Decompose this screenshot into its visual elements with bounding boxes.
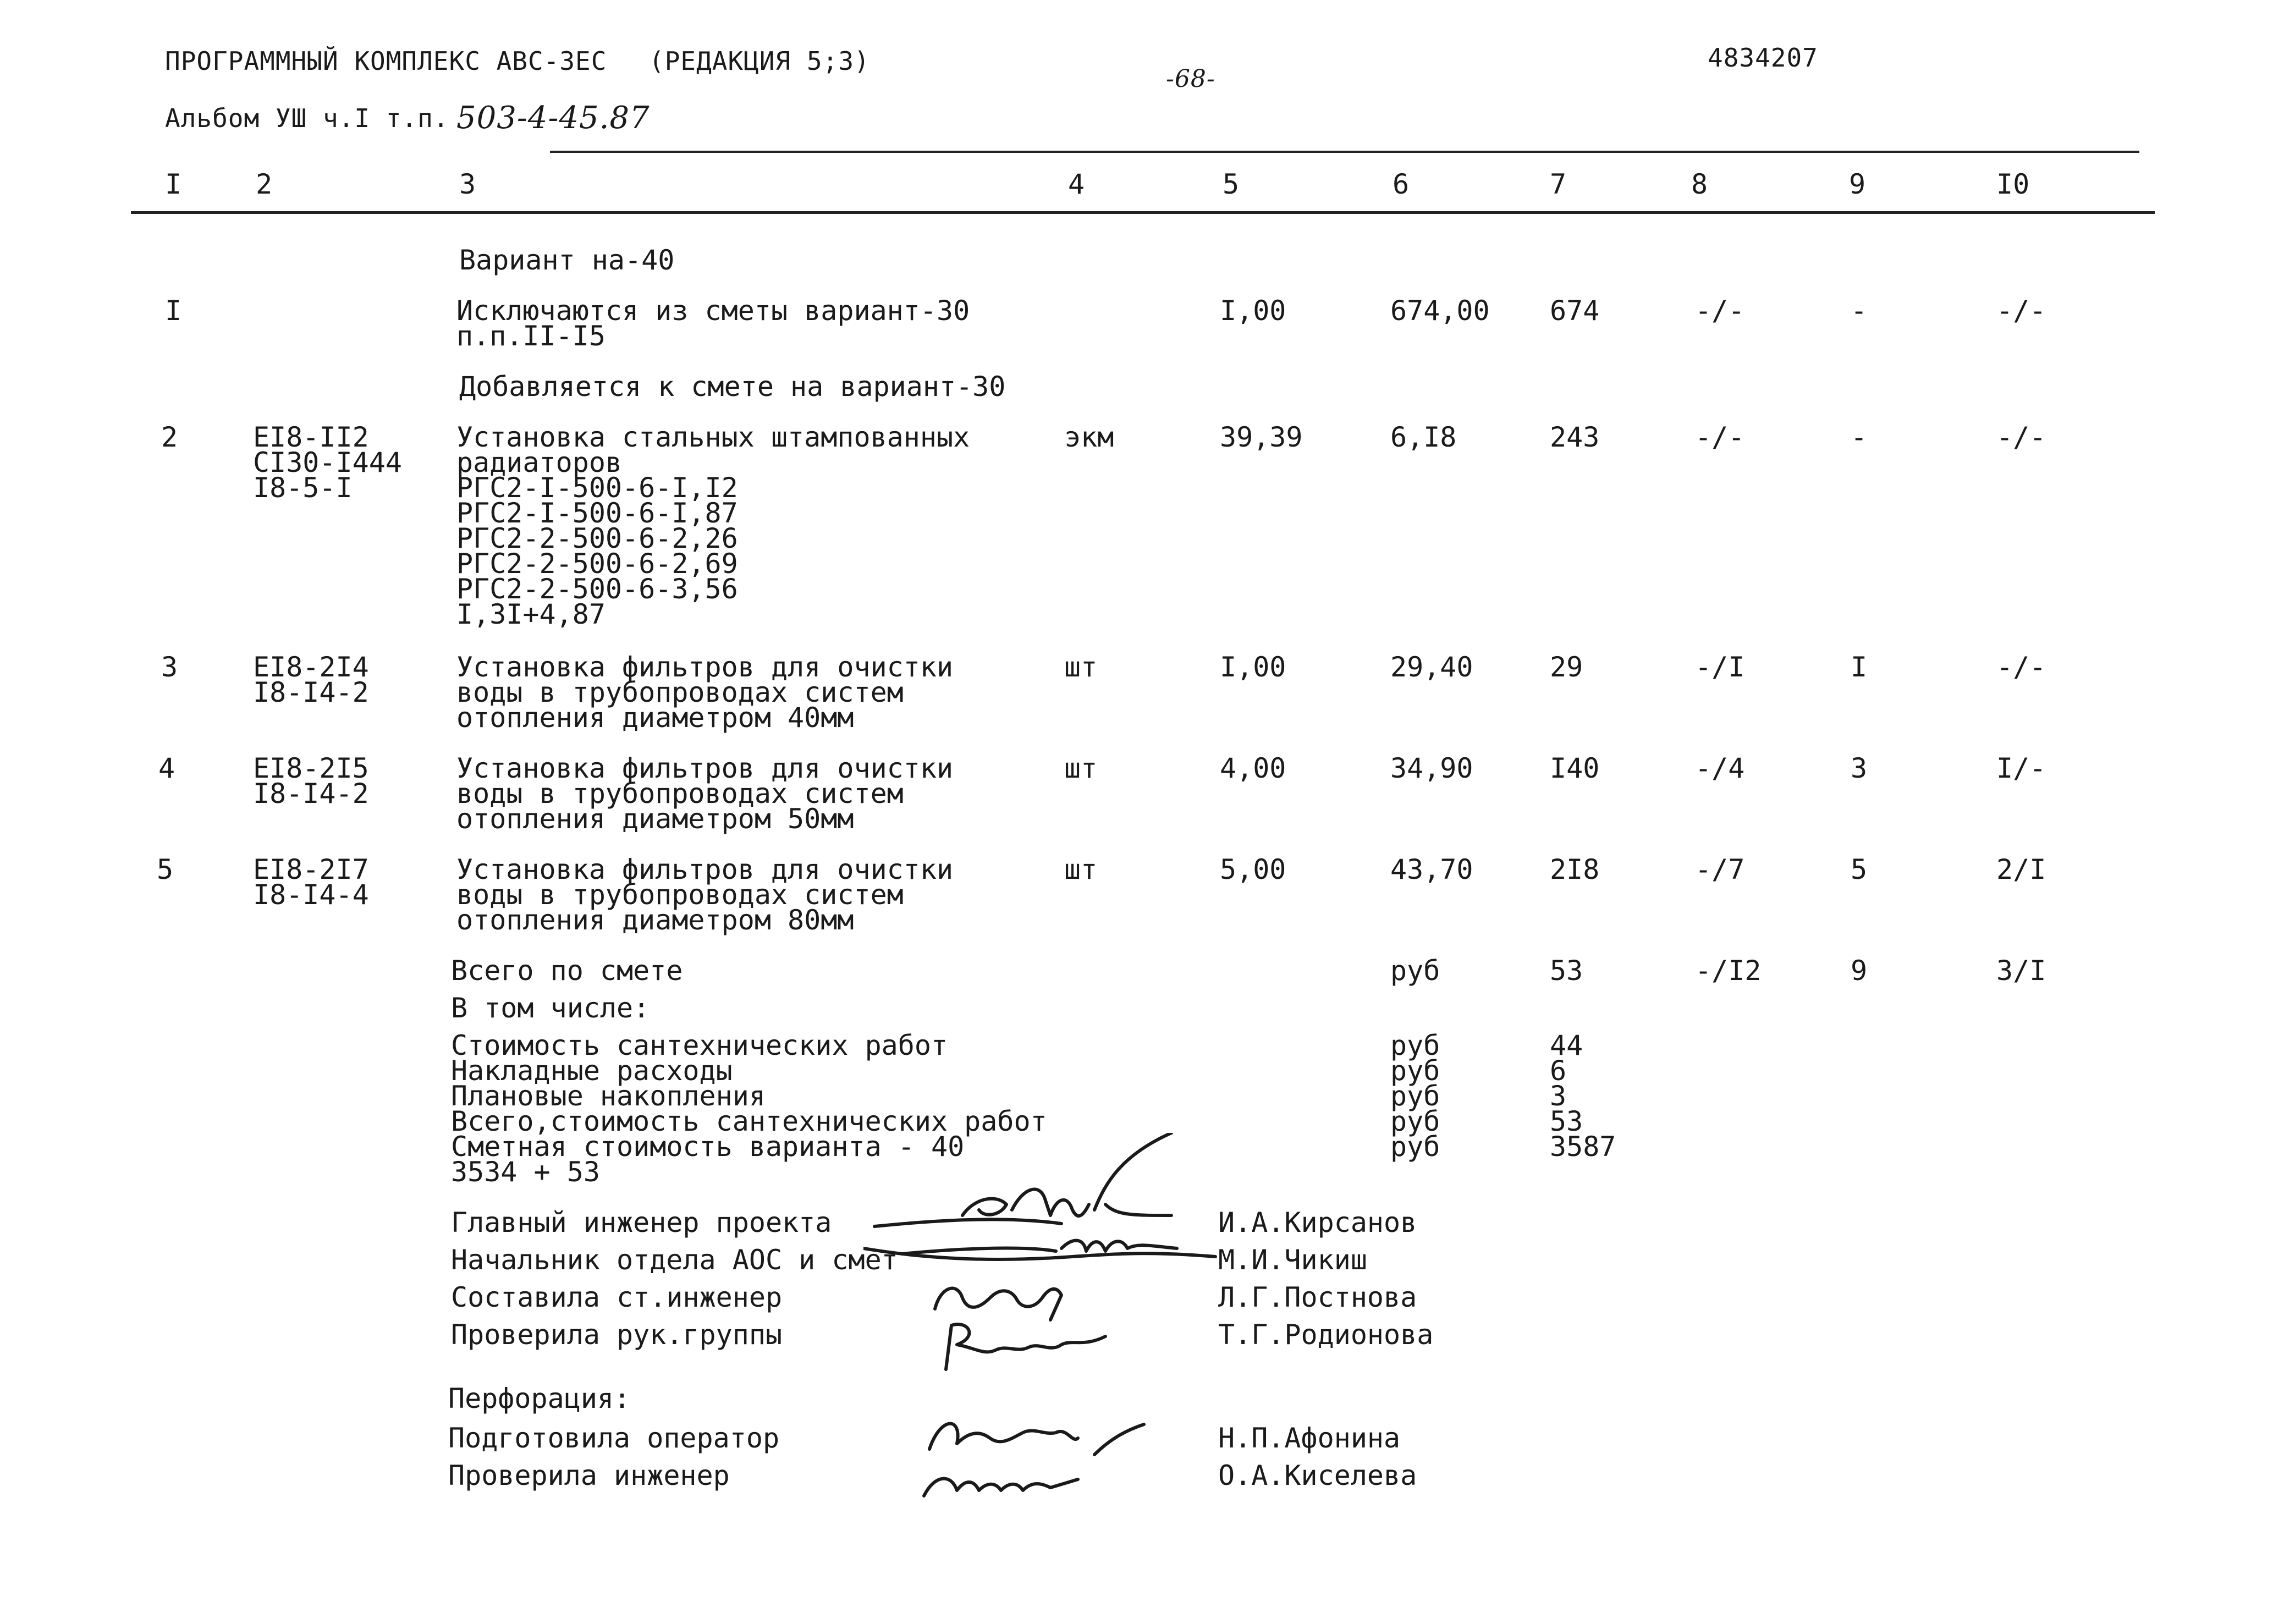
signatory-name: М.И.Чикиш xyxy=(1218,1244,1367,1276)
signatory-role: Составила ст.инженер xyxy=(451,1281,783,1313)
quantity: 5,00 xyxy=(1220,854,1286,885)
col-10-value: I/- xyxy=(1996,752,2046,784)
breakdown-label: Сметная стоимость варианта - 40 xyxy=(451,1131,965,1163)
unit: шт xyxy=(1064,651,1098,683)
breakdown-unit: руб xyxy=(1390,1055,1440,1087)
unit: шт xyxy=(1064,854,1098,885)
col-header-2: 2 xyxy=(256,168,273,200)
total-cost: 53 xyxy=(1550,955,1583,987)
quantity: I,00 xyxy=(1220,295,1286,327)
including-label: В том числе: xyxy=(451,992,650,1024)
col-9-value: 3 xyxy=(1851,752,1868,784)
col-header-6: 6 xyxy=(1393,168,1410,200)
perforation-label: Перфорация: xyxy=(448,1383,631,1414)
col-10-value: 3/I xyxy=(1996,955,2046,987)
row-number: 4 xyxy=(158,752,175,784)
total-cost: 2I8 xyxy=(1550,854,1600,885)
signatory-role: Проверила инженер xyxy=(448,1460,730,1491)
col-10-value: 2/I xyxy=(1996,854,2046,885)
signatory-name: Н.П.Афонина xyxy=(1218,1422,1401,1454)
breakdown-label: Накладные расходы xyxy=(451,1055,733,1087)
col-header-5: 5 xyxy=(1223,168,1240,200)
col-header-8: 8 xyxy=(1691,168,1708,200)
norm-code: EI8-2I7 I8-I4-4 xyxy=(253,854,369,911)
breakdown-value: 44 xyxy=(1550,1030,1583,1061)
document-number: 4834207 xyxy=(1708,43,1818,73)
breakdown-value: 53 xyxy=(1550,1105,1583,1137)
breakdown-formula: 3534 + 53 xyxy=(451,1156,600,1188)
signatory-name: И.А.Кирсанов xyxy=(1218,1207,1417,1238)
work-description: Установка фильтров для очистки воды в трубопроводах систем отопления диаметром 50мм xyxy=(456,752,954,835)
breakdown-unit: руб xyxy=(1390,1131,1440,1163)
total-label: Всего по смете xyxy=(451,955,683,987)
total-cost: 243 xyxy=(1550,421,1600,453)
breakdown-label: Всего,стоимость сантехнических работ xyxy=(451,1105,1047,1137)
col-header-4: 4 xyxy=(1068,168,1085,200)
engineer-signature-icon xyxy=(913,1457,1100,1512)
signatory-name: О.А.Киселева xyxy=(1218,1460,1417,1491)
quantity: 39,39 xyxy=(1220,421,1303,453)
row-number: 2 xyxy=(161,421,178,453)
breakdown-label: Плановые накопления xyxy=(451,1080,766,1112)
col-8-value: -/- xyxy=(1695,295,1745,327)
project-code: 503-4-45.87 xyxy=(456,100,650,136)
col-8-value: -/7 xyxy=(1695,854,1745,885)
col-header-7: 7 xyxy=(1550,168,1567,200)
col-header-3: 3 xyxy=(459,168,476,200)
unit-price: 34,90 xyxy=(1390,752,1473,784)
breakdown-unit: руб xyxy=(1390,1030,1440,1061)
breakdown-unit: руб xyxy=(1390,1105,1440,1137)
breakdown-unit: руб xyxy=(1390,1080,1440,1112)
unit-price: 43,70 xyxy=(1390,854,1473,885)
program-title: ПРОГРАММНЫЙ КОМПЛЕКС АВС-ЗЕС xyxy=(165,46,607,76)
row-number: 3 xyxy=(161,651,178,683)
unit: шт xyxy=(1064,752,1098,784)
added-note: Добавляется к смете на вариант-30 xyxy=(459,371,1006,403)
unit-price: 29,40 xyxy=(1390,651,1473,683)
breakdown-label: Стоимость сантехнических работ xyxy=(451,1030,948,1061)
col-8-value: -/4 xyxy=(1695,752,1745,784)
signatory-role: Начальник отдела АОС и смет xyxy=(451,1244,898,1276)
header-rule xyxy=(550,151,2139,153)
col-8-value: -/I xyxy=(1695,651,1745,683)
row-number: I xyxy=(165,295,182,327)
breakdown-value: 3 xyxy=(1550,1080,1567,1112)
col-header-10: I0 xyxy=(1996,168,2030,200)
col-header-1: I xyxy=(165,168,182,200)
total-unit: руб xyxy=(1390,955,1440,987)
signatory-name: Т.Г.Родионова xyxy=(1218,1319,1434,1351)
work-description: Исключаются из сметы вариант-30 п.п.II-I5 xyxy=(456,295,970,352)
col-9-value: - xyxy=(1851,421,1868,453)
group-lead-signature-icon xyxy=(935,1314,1122,1386)
col-10-value: -/- xyxy=(1996,295,2046,327)
signatory-role: Подготовила оператор xyxy=(448,1422,780,1454)
col-10-value: -/- xyxy=(1996,421,2046,453)
col-10-value: -/- xyxy=(1996,651,2046,683)
col-8-value: -/I2 xyxy=(1695,955,1762,987)
norm-code: EI8-II2 CI30-I444 I8-5-I xyxy=(253,421,402,504)
col-9-value: 9 xyxy=(1851,955,1868,987)
quantity: 4,00 xyxy=(1220,752,1286,784)
total-cost: 674 xyxy=(1550,295,1600,327)
breakdown-value: 6 xyxy=(1550,1055,1567,1087)
work-description: Установка фильтров для очистки воды в трубопроводах систем отопления диаметром 40мм xyxy=(456,651,954,734)
work-description: Установка фильтров для очистки воды в трубопроводах систем отопления диаметром 80мм xyxy=(456,854,954,936)
total-cost: I40 xyxy=(1550,752,1600,784)
edition: (РЕДАКЦИЯ 5;3) xyxy=(649,46,870,76)
table-header-rule xyxy=(131,211,2155,214)
page-number: -68- xyxy=(1166,65,1215,93)
col-9-value: I xyxy=(1851,651,1868,683)
row-number: 5 xyxy=(157,854,174,885)
total-cost: 29 xyxy=(1550,651,1583,683)
norm-code: EI8-2I4 I8-I4-2 xyxy=(253,651,369,708)
unit: экм xyxy=(1064,421,1114,453)
album-label: Альбом УШ ч.I т.п. xyxy=(165,103,449,133)
variant-title: Вариант на-40 xyxy=(459,244,675,276)
operator-signature-icon xyxy=(918,1405,1149,1466)
unit-price: 6,I8 xyxy=(1390,421,1457,453)
norm-code: EI8-2I5 I8-I4-2 xyxy=(253,752,369,810)
col-8-value: -/- xyxy=(1695,421,1745,453)
signatory-role: Главный инженер проекта xyxy=(451,1207,832,1238)
breakdown-value: 3587 xyxy=(1550,1131,1616,1163)
col-header-9: 9 xyxy=(1849,168,1866,200)
work-description: Установка стальных штампованных радиаторов РГС2-I-500-6-I,I2 РГС2-I-500-6-I,87 РГС2-2-500-6-2,26 РГС2-2-500-6-2,69 РГС2-2-500-6-3,56 I,3I+4,87 xyxy=(456,421,970,630)
signatory-role: Проверила рук.группы xyxy=(451,1319,783,1351)
unit-price: 674,00 xyxy=(1390,295,1490,327)
signatory-name: Л.Г.Постнова xyxy=(1218,1281,1417,1313)
col-9-value: 5 xyxy=(1851,854,1868,885)
col-9-value: - xyxy=(1851,295,1868,327)
quantity: I,00 xyxy=(1220,651,1286,683)
